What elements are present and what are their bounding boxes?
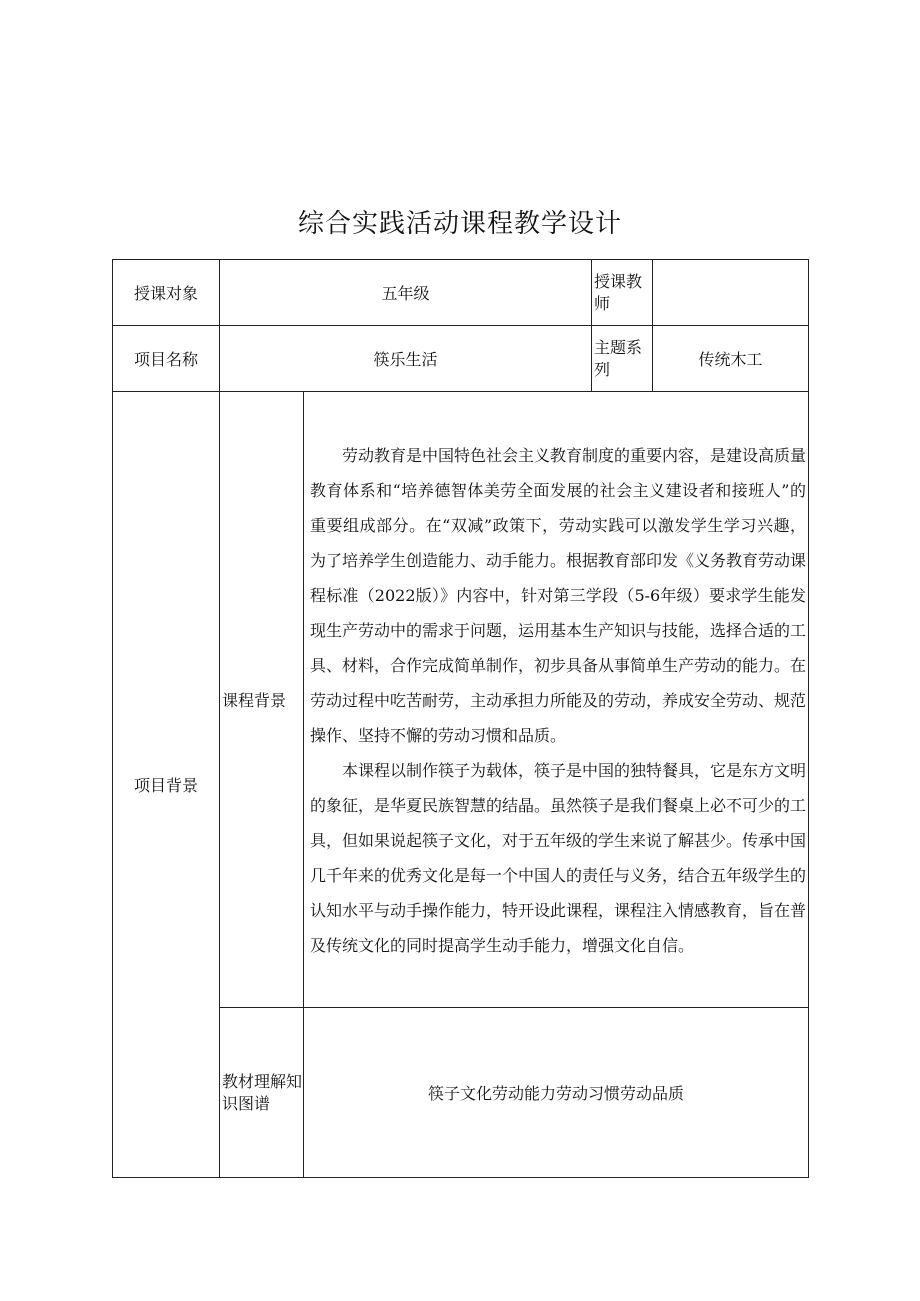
project-label: 项目名称 [113,326,220,392]
table-row [113,260,809,326]
project-value: 筷乐生活 [220,326,592,392]
theme-label: 主题系列 [592,326,653,392]
target-value: 五年级 [220,260,592,326]
teacher-value [653,260,809,326]
table-row [113,326,809,392]
theme-value: 传统木工 [653,326,809,392]
course-background-label: 课程背景 [220,392,304,1008]
knowledge-map-value: 筷子文化劳动能力劳动习惯劳动品质 [304,1008,809,1178]
table-row [113,392,809,1008]
knowledge-map-label: 教材理解知识图谱 [220,1008,304,1178]
background-paragraph-2: 本课程以制作筷子为载体，筷子是中国的独特餐具，它是东方文明的象征，是华夏民族智慧的结晶。虽然筷子是我们餐桌上必不可少的工具，但如果说起筷子文化，对于五年级的学生来说了解甚少。传承中国几千年来的优秀文化是每一个中国人的责任与义务，结合五年级学生的认知水平与动手操作能力，特开设此课程，课程注入情感教育，旨在普及传统文化的同时提高学生动手能力，增强文化自信。 [310,761,807,955]
target-label: 授课对象 [113,260,220,326]
background-paragraph-1: 劳动教育是中国特色社会主义教育制度的重要内容，是建设高质量教育体系和“培养德智体美劳全面发展的社会主义建设者和接班人”的重要组成部分。在“双减”政策下，劳动实践可以激发学生学习兴趣，为了培养学生创造能力、动手能力。根据教育部印发《义务教育劳动课程标准（2022版）》内容中，针对第三学段（5-6年级）要求学生能发现生产劳动中的需求于问题，运用基本生产知识与技能，选择合适的工具、材料，合作完成简单制作，初步具备从事简单生产劳动的能力。在劳动过程中吃苦耐劳，主动承担力所能及的劳动，养成安全劳动、规范操作、坚持不懈的劳动习惯和品质。 [310,446,807,745]
course-background-text [304,392,809,1008]
page-title: 综合实践活动课程教学设计 [297,209,622,239]
teacher-label: 授课教师 [592,260,653,326]
background-label: 项目背景 [113,392,220,1178]
lesson-design-table [112,259,809,1178]
